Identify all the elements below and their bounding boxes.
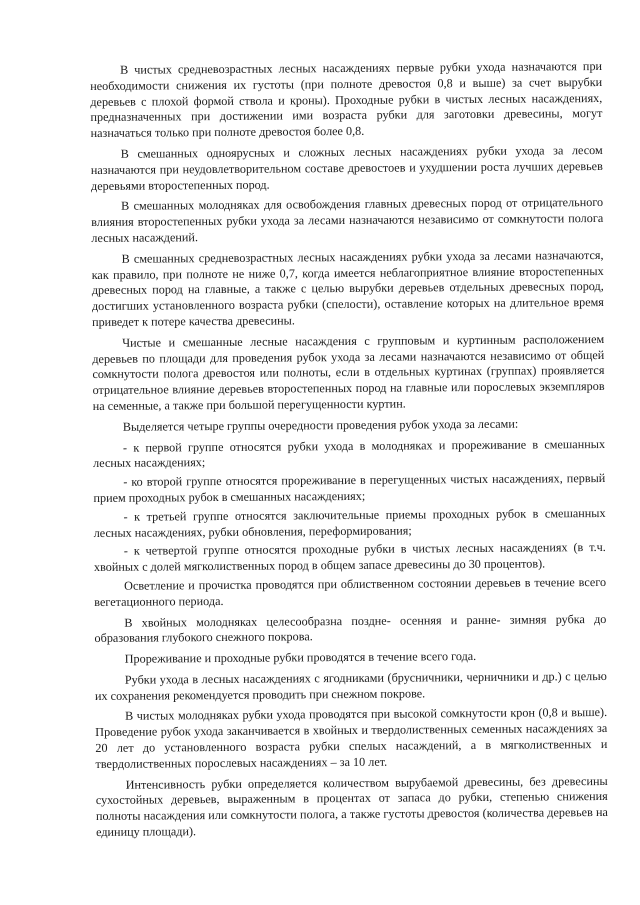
paragraph-priority-groups-intro: Выделяется четыре группы очередности проведения рубок ухода за лесами: bbox=[122, 416, 519, 434]
paragraph-mixed-middle-aged: В смешанных средневозрастных лесных насаждениях рубки ухода за лесами назначаются, как правило, при полноте не ниже 0,7, когда имеется неблагоприятное влияние второстепенных древесных пород на главные, а также с целью вырубки деревьев отдельных древесных пород, достигших установленного возраста рубки (спелости), оставление которых на длительное время приведет к потере качества древесины. bbox=[91, 247, 604, 329]
paragraph-berry-stands: Рубки ухода в лесных насаждениях с ягодниками (брусничники, черничники и др.) с целью их сохранения рекомендуется проводить при снежном покрове. bbox=[94, 668, 607, 703]
paragraph-felling-intensity: Интенсивность рубки определяется количеством вырубаемой древесины, без древесины сухостойных деревьев, выраженным в процентах от запаса до рубки, степенью снижения полноты насаждения или сомкнутости полога, а также густоты древостоя (количества деревьев на единицу площади). bbox=[95, 773, 608, 840]
list-item-group-4: - к четвертой группе относятся проходные рубки в чистых лесных насаждениях (в т.ч. хвойных с долей мягколиственных пород в общем запасе древесины до 30 процентов). bbox=[93, 540, 606, 575]
paragraph-clearing-timing: Осветление и прочистка проводятся при облиственном состоянии деревьев в течение всего вегетационного периода. bbox=[94, 574, 607, 609]
paragraph-mixed-young-stands: В смешанных молодняках для освобождения главных древесных пород от отрицательного влияния второстепенных рубки ухода за лесами назначаются независимо от сомкнутости полога лесных насаждений. bbox=[91, 195, 604, 245]
paragraph-conifer-winter-felling: В хвойных молодняках целесообразна поздне- осенняя и ранне- зимняя рубка до образования глубокого снежного покрова. bbox=[94, 611, 607, 646]
paragraph-pure-middle-aged: В чистых средневозрастных лесных насаждениях первые рубки ухода назначаются при необходимости снижения их густоты (при полноте древостоя 0,8 и выше) за счет вырубки деревьев с плохой формой ствола и кроны). Проходные рубки в чистых лесных насаждениях, предназначенных при достижении ими возраста рубки для заготовки древесины, могут назначаться только при полноте древостоя более 0,8. bbox=[90, 58, 603, 141]
paragraph-thinning-all-year: Прореживание и проходные рубки проводятся в течение всего года. bbox=[124, 649, 477, 666]
paragraph-mixed-single-storey: В смешанных одноярусных и сложных лесных насаждениях рубки ухода за лесом назначаются при неудовлетворительном составе древостоев и ухудшении роста лучших деревьев деревьями второстепенных пород. bbox=[90, 142, 603, 193]
paragraph-group-placement: Чистые и смешанные лесные насаждения с групповым и куртинным расположением деревьев по площади для проведения рубок ухода за лесами назначаются независимо от общей сомкнутости полога древостоя или полноты, если в отдельных куртинах (группах) проявляется отрицательное влияние деревьев второстепенных пород на главные или порослевых экземпляров на семенные, а также при большой перегущенности куртин. bbox=[92, 331, 605, 413]
list-item-group-2: - ко второй группе относятся прореживание в перегущенных чистых насаждениях, первый прием проходных рубок в смешанных насаждениях; bbox=[93, 471, 606, 505]
paragraph-pure-young-stands: В чистых молодняках рубки ухода проводятся при высокой сомкнутости крон (0,8 и выше). Проведение рубок ухода заканчивается в хвойных и твердолиственных семенных насаждениях за 20 лет до установленного возраста рубки спелых насаждений, а в мягколиственных и твердолиственных порослевых насаждениях – за 10 лет. bbox=[95, 705, 608, 771]
list-item-group-1: - к первой группе относятся рубки ухода в молодняках и прореживание в смешанных лесных насаждениях; bbox=[93, 436, 606, 471]
document-body bbox=[90, 59, 608, 846]
list-item-group-3: - к третьей группе относятся заключительные приемы проходных рубок в смешанных лесных насаждениях, рубки обновления, переформирования; bbox=[93, 505, 606, 540]
